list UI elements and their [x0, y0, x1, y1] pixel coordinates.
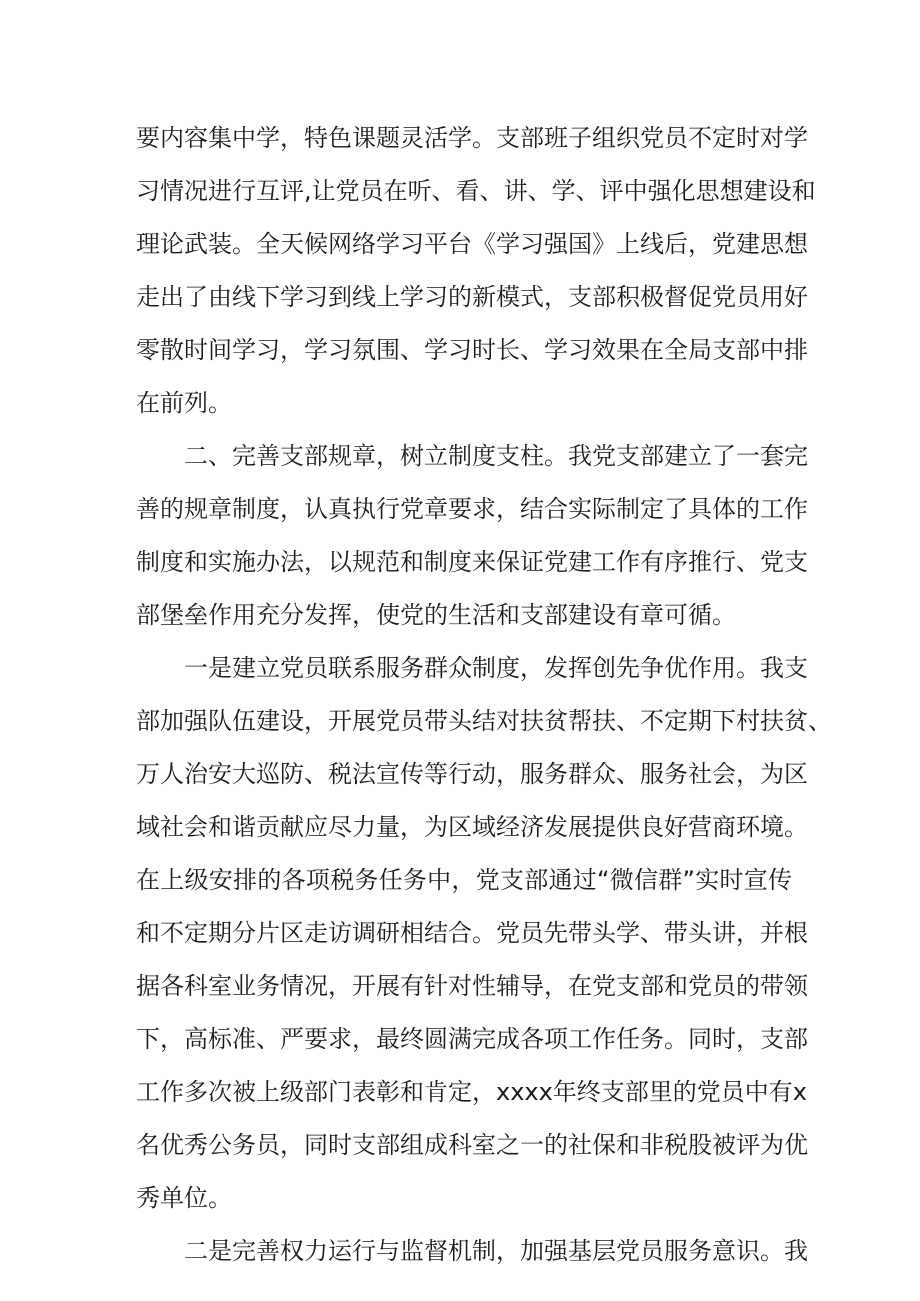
- text-line: 部加强队伍建设，开展党员带头结对扶贫帮扶、不定期下村扶贫、: [136, 707, 832, 735]
- text-line: 走出了由线下学习到线上学习的新模式，支部积极督促党员用好: [136, 283, 808, 311]
- paragraph-heading-line: 一是建立党员联系服务群众制度，发挥创先争优作用。我支: [184, 654, 808, 682]
- text-line: 在上级安排的各项税务任务中，党支部通过“微信群”实时宣传: [136, 866, 792, 894]
- text-line: 部堡垒作用充分发挥，使党的生活和支部建设有章可循。: [136, 601, 736, 629]
- text-line: 善的规章制度，认真执行党章要求，结合实际制定了具体的工作: [136, 495, 808, 523]
- text-line: 零散时间学习，学习氛围、学习时长、学习效果在全局支部中排: [136, 336, 808, 364]
- text-line: 制度和实施办法，以规范和制度来保证党建工作有序推行、党支: [136, 548, 808, 576]
- text-line: 万人治安大巡防、税法宣传等行动，服务群众、服务社会，为区: [136, 760, 808, 788]
- text-line: 理论武装。全天候网络学习平台《学习强国》上线后，党建思想: [136, 230, 808, 258]
- text-line: 工作多次被上级部门表彰和肯定，xxxx年终支部里的党员中有x: [136, 1078, 808, 1106]
- text-line: 秀单位。: [136, 1184, 232, 1212]
- paragraph-heading-line: 二、完善支部规章，树立制度支柱。我党支部建立了一套完: [184, 442, 808, 470]
- text-line: 名优秀公务员，同时支部组成科室之一的社保和非税股被评为优: [136, 1131, 808, 1159]
- text-line: 据各科室业务情况，开展有针对性辅导，在党支部和党员的带领: [136, 972, 808, 1000]
- text-line: 域社会和谐贡献应尽力量，为区域经济发展提供良好营商环境。: [136, 813, 808, 841]
- text-line: 在前列。: [136, 389, 232, 417]
- text-line: 和不定期分片区走访调研相结合。党员先带头学、带头讲，并根: [136, 919, 808, 947]
- text-line: 要内容集中学，特色课题灵活学。支部班子组织党员不定时对学: [136, 124, 808, 152]
- paragraph-heading-line: 二是完善权力运行与监督机制，加强基层党员服务意识。我: [184, 1237, 808, 1265]
- text-line: 下，高标准、严要求，最终圆满完成各项工作任务。同时，支部: [136, 1025, 808, 1053]
- text-line: 习情况进行互评,让党员在听、看、讲、学、评中强化思想建设和: [136, 177, 816, 205]
